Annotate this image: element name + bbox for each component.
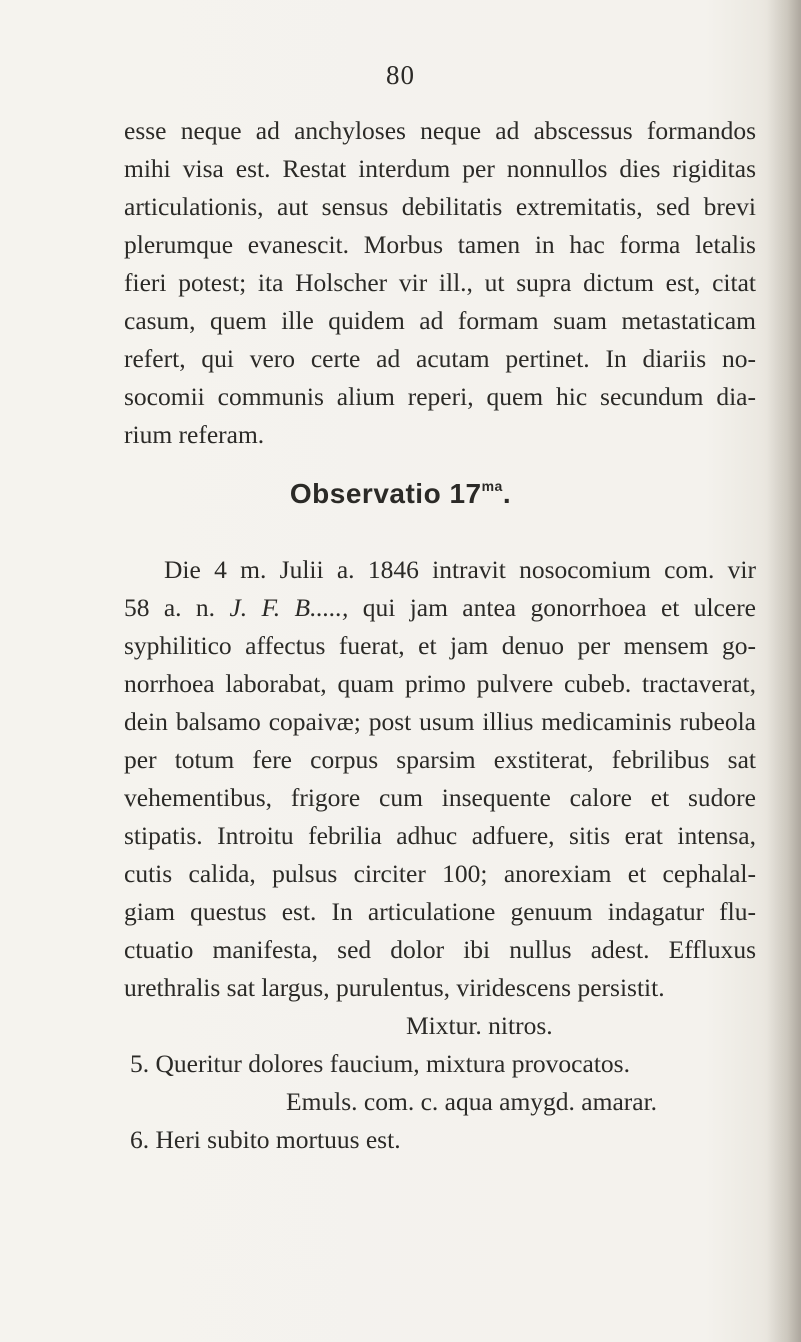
text-line: esse neque ad anchyloses neque ad abscessus formandos: [124, 116, 756, 145]
text-line: plerumque evanescit. Morbus tamen in hac forma letalis: [124, 230, 756, 259]
text-line: mihi visa est. Restat interdum per nonnullos dies rigiditas: [124, 154, 756, 183]
text-line: ctuatio manifesta, sed dolor ibi nullus adest. Effluxus: [124, 935, 756, 964]
heading-period: .: [502, 478, 512, 509]
text-line: cutis calida, pulsus circiter 100; anorexiam et cephalal-: [124, 859, 756, 888]
journal-entry: 5. Queritur dolores faucium, mixtura provocatos.: [130, 1049, 630, 1078]
page-edge-shadow: [767, 0, 801, 1342]
text-line: fieri potest; ita Holscher vir ill., ut supra dictum est, citat: [124, 268, 756, 297]
text-line: vehementibus, frigore cum insequente calore et sudore: [124, 783, 756, 812]
text-line: casum, quem ille quidem ad formam suam metastaticam: [124, 306, 756, 335]
text-line: refert, qui vero certe ad acutam pertinet. In diariis no-: [124, 344, 756, 373]
text-line: giam questus est. In articulatione genuum indagatur flu-: [124, 897, 756, 926]
heading-superscript: ma: [481, 478, 503, 494]
text-line: norrhoea laborabat, quam primo pulvere cubeb. tractaverat,: [124, 669, 756, 698]
text-segment: 58 a. n.: [124, 593, 230, 622]
text-line-with-italic: [124, 589, 756, 627]
text-line: urethralis sat largus, purulentus, viridescens persistit.: [124, 973, 665, 1002]
text-line: Die 4 m. Julii a. 1846 intravit nosocomium com. vir: [164, 555, 756, 584]
prescription-line: Mixtur. nitros.: [406, 1011, 553, 1040]
text-line: syphilitico affectus fuerat, et jam denuo per mensem go-: [124, 631, 756, 660]
journal-entry: 6. Heri subito mortuus est.: [130, 1125, 401, 1154]
text-segment: qui jam antea gonorrhoea et ulcere: [348, 593, 757, 622]
text-line: per totum fere corpus sparsim exstiterat, febrilibus sat: [124, 745, 756, 774]
text-line: rium referam.: [124, 420, 265, 449]
observation-heading: [0, 478, 801, 510]
heading-text: Observatio 17: [289, 478, 482, 509]
text-line: articulationis, aut sensus debilitatis extremitatis, sed brevi: [124, 192, 756, 221]
text-line: socomii communis alium reperi, quem hic secundum dia-: [124, 382, 756, 411]
patient-initials: J. F. B.....,: [229, 593, 349, 622]
text-line: stipatis. Introitu febrilia adhuc adfuere, sitis erat intensa,: [124, 821, 756, 850]
prescription-line: Emuls. com. c. aqua amygd. amarar.: [286, 1087, 658, 1116]
text-line: dein balsamo copaivæ; post usum illius medicaminis rubeola: [124, 707, 756, 736]
page-number: 80: [386, 60, 415, 90]
